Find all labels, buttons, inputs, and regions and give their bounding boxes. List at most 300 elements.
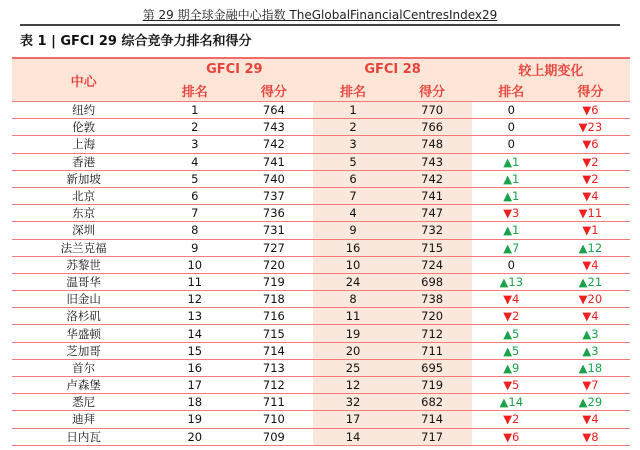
center-name	[12, 153, 155, 170]
score-28	[393, 102, 472, 119]
rank-change-value: 1	[512, 154, 520, 169]
triangle-up-icon: ▲	[503, 360, 513, 375]
score-29-value: 731	[262, 223, 285, 238]
score-29	[234, 359, 313, 376]
rank-29-value: 11	[187, 274, 203, 289]
rank-28	[313, 239, 392, 256]
rank-29	[155, 411, 234, 428]
rank-28	[313, 411, 392, 428]
score-29	[234, 394, 313, 411]
center-name	[12, 394, 155, 411]
triangle-up-icon: ▲	[503, 223, 513, 238]
triangle-down-icon: ▼	[582, 137, 592, 152]
score-change-value: 23	[587, 120, 603, 135]
rank-28	[313, 342, 392, 359]
triangle-down-icon: ▼	[503, 292, 513, 307]
rank-change-value: 1	[512, 189, 520, 204]
score-28-value: 714	[421, 412, 444, 427]
rank-change-value: 1	[512, 223, 520, 238]
rank-28-value: 9	[349, 223, 357, 238]
header-rule	[20, 24, 620, 26]
rank-change-value: 2	[512, 412, 520, 427]
score-28-value: 698	[421, 274, 444, 289]
table-row	[12, 377, 630, 394]
score-29-value: 715	[262, 326, 285, 341]
rank-29-value: 3	[191, 137, 199, 152]
score-change	[551, 187, 630, 204]
score-28-value: 720	[421, 309, 444, 324]
score-28-value: 717	[421, 429, 444, 444]
score-change	[551, 342, 630, 359]
center-name-value: 伦敦	[72, 120, 96, 135]
score-28-value: 747	[421, 206, 444, 221]
score-29	[234, 205, 313, 222]
score-change	[551, 273, 630, 290]
score-29	[234, 187, 313, 204]
center-name-value: 日内瓦	[66, 429, 101, 444]
rank-29	[155, 291, 234, 308]
score-28-value: 748	[421, 137, 444, 152]
score-28-value: 770	[421, 103, 444, 118]
rank-28	[313, 187, 392, 204]
center-name	[12, 222, 155, 239]
rank-change	[472, 428, 551, 445]
triangle-up-icon: ▲	[578, 395, 588, 410]
score-28	[393, 291, 472, 308]
rank-29-value: 16	[187, 360, 203, 375]
center-name-value: 迪拜	[72, 412, 96, 427]
score-28	[393, 411, 472, 428]
score-change	[551, 136, 630, 153]
triangle-down-icon: ▼	[582, 223, 592, 238]
rank-28	[313, 256, 392, 273]
rank-29	[155, 273, 234, 290]
score-29-value: 716	[262, 309, 285, 324]
score-change-value: 3	[591, 326, 599, 341]
rank-28-value: 11	[345, 309, 361, 324]
center-name-value: 新加坡	[66, 171, 101, 186]
score-28-value: 719	[421, 378, 444, 393]
center-name	[12, 428, 155, 445]
rank-28-value: 5	[349, 154, 357, 169]
score-28-value: 738	[421, 292, 444, 307]
rank-change-value: 7	[512, 240, 520, 255]
score-29-value: 742	[262, 137, 285, 152]
rank-28	[313, 205, 392, 222]
rank-29-value: 6	[191, 189, 199, 204]
table-caption: 表 1 | GFCI 29 综合竞争力排名和得分	[20, 34, 252, 49]
score-29-value: 743	[262, 120, 285, 135]
score-28	[393, 273, 472, 290]
score-28-value: 766	[421, 120, 444, 135]
rank-change	[472, 359, 551, 376]
center-name-value: 华盛顿	[66, 326, 101, 341]
score-change	[551, 308, 630, 325]
rank-change	[472, 377, 551, 394]
rank-28-value: 2	[349, 120, 357, 135]
center-name	[12, 239, 155, 256]
rank-change	[472, 119, 551, 136]
table-row	[12, 411, 630, 428]
rank-28	[313, 428, 392, 445]
score-29	[234, 136, 313, 153]
rank-28-value: 16	[345, 240, 361, 255]
rank-29-value: 18	[187, 395, 203, 410]
score-28	[393, 342, 472, 359]
rank-29	[155, 342, 234, 359]
score-change-value: 18	[587, 360, 603, 375]
table-row	[12, 291, 630, 308]
score-28-value: 742	[421, 171, 444, 186]
triangle-up-icon: ▲	[578, 240, 588, 255]
score-28-value: 695	[421, 360, 444, 375]
score-change	[551, 256, 630, 273]
score-28	[393, 394, 472, 411]
score-change-value: 3	[591, 343, 599, 358]
score-28	[393, 256, 472, 273]
score-29-value: 740	[262, 171, 285, 186]
rank-change	[472, 170, 551, 187]
rank-change-value: 5	[512, 326, 520, 341]
score-29	[234, 291, 313, 308]
rank-28-value: 32	[345, 395, 361, 410]
triangle-up-icon: ▲	[582, 326, 592, 341]
col-score-29: 得分	[234, 80, 313, 102]
score-29-value: 719	[262, 274, 285, 289]
center-name-value: 上海	[72, 137, 96, 152]
triangle-up-icon: ▲	[503, 343, 513, 358]
rank-change-value: 0	[507, 120, 515, 135]
score-change	[551, 170, 630, 187]
center-name	[12, 187, 155, 204]
rank-29	[155, 239, 234, 256]
score-29-value: 712	[262, 378, 285, 393]
table-row	[12, 308, 630, 325]
rank-28-value: 24	[345, 274, 361, 289]
rank-change	[472, 102, 551, 119]
rank-change	[472, 342, 551, 359]
rank-29-value: 5	[191, 171, 199, 186]
score-29	[234, 325, 313, 342]
score-29-value: 764	[262, 103, 285, 118]
score-change	[551, 394, 630, 411]
rank-29	[155, 308, 234, 325]
rank-29	[155, 325, 234, 342]
rank-28-value: 4	[349, 206, 357, 221]
center-name	[12, 325, 155, 342]
rank-change-value: 0	[507, 137, 515, 152]
rank-28	[313, 291, 392, 308]
score-29	[234, 170, 313, 187]
score-change-value: 21	[587, 274, 603, 289]
col-center: 中心	[12, 58, 155, 102]
score-change-value: 2	[591, 171, 599, 186]
center-name	[12, 102, 155, 119]
rank-change	[472, 205, 551, 222]
rank-29	[155, 187, 234, 204]
rank-28	[313, 273, 392, 290]
center-name-value: 洛杉矶	[66, 309, 101, 324]
score-change	[551, 428, 630, 445]
table-row	[12, 119, 630, 136]
rank-change-value: 13	[508, 274, 524, 289]
score-28-value: 743	[421, 154, 444, 169]
rank-28	[313, 377, 392, 394]
rank-29-value: 15	[187, 343, 203, 358]
center-name-value: 卢森堡	[66, 378, 101, 393]
score-29-value: 711	[262, 395, 285, 410]
center-name-value: 东京	[72, 206, 96, 221]
rank-28	[313, 394, 392, 411]
rank-29	[155, 170, 234, 187]
score-change-value: 8	[591, 429, 599, 444]
rank-change	[472, 187, 551, 204]
center-name-value: 北京	[72, 189, 96, 204]
center-name-value: 香港	[72, 154, 96, 169]
score-28-value: 711	[421, 343, 444, 358]
rank-29	[155, 394, 234, 411]
center-name	[12, 291, 155, 308]
score-change-value: 4	[591, 412, 599, 427]
table-row	[12, 325, 630, 342]
center-name	[12, 205, 155, 222]
center-name	[12, 342, 155, 359]
table-row	[12, 222, 630, 239]
rank-28	[313, 222, 392, 239]
rank-29-value: 2	[191, 120, 199, 135]
triangle-down-icon: ▼	[582, 378, 592, 393]
score-28	[393, 170, 472, 187]
score-change	[551, 291, 630, 308]
rank-change	[472, 411, 551, 428]
rank-29-value: 12	[187, 292, 203, 307]
score-change-value: 11	[587, 206, 603, 221]
rank-28-value: 25	[345, 360, 361, 375]
center-name-value: 旧金山	[66, 292, 101, 307]
triangle-down-icon: ▼	[582, 154, 592, 169]
score-28	[393, 205, 472, 222]
center-name-value: 首尔	[72, 360, 96, 375]
table-row	[12, 273, 630, 290]
score-29	[234, 222, 313, 239]
rank-28-value: 17	[345, 412, 361, 427]
score-change-value: 7	[591, 378, 599, 393]
score-28	[393, 153, 472, 170]
center-name-value: 悉尼	[72, 395, 96, 410]
score-28	[393, 222, 472, 239]
score-29-value: 737	[262, 189, 285, 204]
triangle-down-icon: ▼	[582, 257, 592, 272]
score-29-value: 710	[262, 412, 285, 427]
rank-change-value: 0	[507, 103, 515, 118]
rank-change	[472, 136, 551, 153]
score-29-value: 720	[262, 257, 285, 272]
score-29	[234, 256, 313, 273]
triangle-down-icon: ▼	[582, 171, 592, 186]
score-28-value: 732	[421, 223, 444, 238]
score-change	[551, 102, 630, 119]
score-28-value: 715	[421, 240, 444, 255]
triangle-down-icon: ▼	[582, 309, 592, 324]
rank-29	[155, 377, 234, 394]
score-change-value: 6	[591, 103, 599, 118]
score-28-value: 741	[421, 189, 444, 204]
triangle-up-icon: ▲	[503, 189, 513, 204]
table-row	[12, 428, 630, 445]
triangle-down-icon: ▼	[503, 429, 513, 444]
rank-29-value: 7	[191, 206, 199, 221]
table-row	[12, 170, 630, 187]
rank-29	[155, 119, 234, 136]
rank-change	[472, 239, 551, 256]
rank-28	[313, 359, 392, 376]
score-change	[551, 325, 630, 342]
rank-29-value: 20	[187, 429, 203, 444]
rank-change-value: 0	[507, 257, 515, 272]
score-change	[551, 239, 630, 256]
rank-28-value: 3	[349, 137, 357, 152]
rank-29-value: 4	[191, 154, 199, 169]
rank-28	[313, 153, 392, 170]
triangle-up-icon: ▲	[503, 171, 513, 186]
score-28	[393, 428, 472, 445]
center-name	[12, 359, 155, 376]
score-28	[393, 359, 472, 376]
rank-28	[313, 119, 392, 136]
score-change-value: 29	[587, 395, 603, 410]
center-name	[12, 119, 155, 136]
triangle-down-icon: ▼	[582, 103, 592, 118]
center-name	[12, 273, 155, 290]
rank-change	[472, 291, 551, 308]
score-29-value: 714	[262, 343, 285, 358]
rank-change-value: 3	[512, 206, 520, 221]
triangle-up-icon: ▲	[499, 274, 509, 289]
rank-28-value: 8	[349, 292, 357, 307]
score-29-value: 713	[262, 360, 285, 375]
score-29	[234, 342, 313, 359]
col-score-28: 得分	[393, 80, 472, 102]
score-28	[393, 187, 472, 204]
triangle-down-icon: ▼	[503, 412, 513, 427]
rank-29	[155, 428, 234, 445]
table-row	[12, 153, 630, 170]
rank-29-value: 14	[187, 326, 203, 341]
rank-28	[313, 170, 392, 187]
score-28	[393, 308, 472, 325]
score-change-value: 2	[591, 154, 599, 169]
rank-change-value: 2	[512, 309, 520, 324]
score-28	[393, 119, 472, 136]
score-29-value: 709	[262, 429, 285, 444]
triangle-up-icon: ▲	[503, 240, 513, 255]
rank-29	[155, 359, 234, 376]
score-change-value: 1	[591, 223, 599, 238]
gfci-ranking-table	[12, 57, 630, 446]
table-row	[12, 205, 630, 222]
score-29	[234, 411, 313, 428]
rank-change-value: 5	[512, 378, 520, 393]
score-29	[234, 119, 313, 136]
rank-change-value: 1	[512, 171, 520, 186]
rank-28	[313, 136, 392, 153]
score-29	[234, 239, 313, 256]
rank-change	[472, 394, 551, 411]
score-change	[551, 205, 630, 222]
rank-28-value: 7	[349, 189, 357, 204]
table-row	[12, 187, 630, 204]
triangle-up-icon: ▲	[499, 395, 509, 410]
score-change-value: 4	[591, 257, 599, 272]
col-gfci28: GFCI 28	[313, 58, 471, 80]
triangle-up-icon: ▲	[503, 154, 513, 169]
rank-28-value: 10	[345, 257, 361, 272]
table-row	[12, 359, 630, 376]
score-29	[234, 273, 313, 290]
score-change	[551, 153, 630, 170]
table-row	[12, 256, 630, 273]
table-row	[12, 342, 630, 359]
triangle-up-icon: ▲	[582, 343, 592, 358]
center-name	[12, 377, 155, 394]
triangle-up-icon: ▲	[578, 360, 588, 375]
triangle-down-icon: ▼	[582, 189, 592, 204]
rank-28	[313, 102, 392, 119]
col-gfci29: GFCI 29	[155, 58, 313, 80]
center-name-value: 法兰克福	[60, 240, 107, 255]
score-29	[234, 153, 313, 170]
score-28-value: 682	[421, 395, 444, 410]
rank-change-value: 14	[508, 395, 524, 410]
rank-29	[155, 136, 234, 153]
score-29-value: 727	[262, 240, 285, 255]
rank-29	[155, 205, 234, 222]
rank-28	[313, 325, 392, 342]
score-change	[551, 377, 630, 394]
rank-28-value: 12	[345, 378, 361, 393]
rank-change	[472, 308, 551, 325]
score-28	[393, 325, 472, 342]
center-name	[12, 170, 155, 187]
score-29-value: 736	[262, 206, 285, 221]
col-rank-change: 排名	[472, 80, 551, 102]
score-change-value: 12	[587, 240, 603, 255]
center-name	[12, 308, 155, 325]
triangle-down-icon: ▼	[503, 378, 513, 393]
score-change	[551, 222, 630, 239]
triangle-down-icon: ▼	[503, 206, 513, 221]
rank-change	[472, 273, 551, 290]
rank-change-value: 5	[512, 343, 520, 358]
table-row	[12, 239, 630, 256]
score-28-value: 712	[421, 326, 444, 341]
center-name	[12, 411, 155, 428]
header-title: 第 29 期全球金融中心指数 TheGlobalFinancialCentresIndex29	[142, 8, 498, 22]
rank-29	[155, 222, 234, 239]
score-29	[234, 308, 313, 325]
col-rank-28: 排名	[313, 80, 392, 102]
rank-29-value: 10	[187, 257, 203, 272]
rank-29-value: 17	[187, 378, 203, 393]
rank-29-value: 9	[191, 240, 199, 255]
rank-29	[155, 102, 234, 119]
score-change-value: 20	[587, 292, 603, 307]
center-name-value: 苏黎世	[66, 257, 101, 272]
rank-28-value: 14	[345, 429, 361, 444]
rank-change-value: 6	[512, 429, 520, 444]
page-header	[0, 6, 640, 23]
rank-change	[472, 325, 551, 342]
